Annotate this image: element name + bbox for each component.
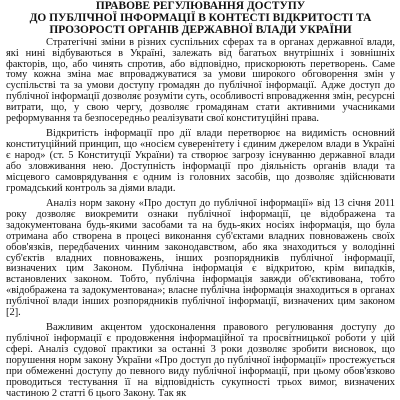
title-line-2: ДО ПУБЛІЧНОЇ ІНФОРМАЦІЇ В КОНТЕСТІ ВІДКРИТОСТІ ТА [29, 11, 372, 24]
paragraph-1: Стратегічні зміни в різних суспільних сферах та в органах державної влади, які нині відбуваються в Україні, залежать від багатьох внутрішніх і зовнішніх факторів, що, або чинять спротив, або відповідно, прискорюють перетворень. Саме тому кожна зміна має впроваджуватися за умови широкого обговорення змін у суспільстві та за умови доступу громадян до публічної інформації. Адже доступ до публічної інформації дозволяє розуміти суть, особливості впровадження змін, ресурсні витрати, що, у свою чергу, дозволяє громадянам стати активними учасниками реформування та безпосередньо реалізувати свої конституційні права. [6, 36, 395, 125]
title-line-1: ПРАВОВЕ РЕГУЛЮВАННЯ ДОСТУПУ [95, 0, 306, 12]
paragraph-4: Важливим акцентом удосконалення правового регулювання доступу до публічної інформації є продовження інформаційної та просвітницької роботи у цій сфері. Аналіз судової практики за останні 3 роки дозволяє зробити висновок, що порушення норм закону України «Про доступ до публічної інформації» простежується при обмеженні доступу до певного виду публічної інформації, при цьому обов'язково проводиться тестування її на відповідність сукупності трьох вимог, визначених частиною 2 статті 6 цього Закону. Так як [6, 322, 395, 399]
paragraph-3: Аналіз норм закону «Про доступ до публічної інформації» від 13 січня 2011 року дозволяє виокремити ознаки публічної інформації, це відображена та задокументована будь-якими засобами та на будь-яких носіях інформація, що була отримана або створена в процесі виконання суб'єктами владних повноважень своїх обов'язків, передбачених чинним законодавством, або яка знаходиться у володінні суб'єктів владних повноважень, інших розпорядників публічної інформації, визначених цим Законом. Публічна інформація є відкритою, крім випадків, встановлених законом. Тобто, публічна інформація завжди об'єктивована, тобто «відображена та задокументована»; власне публічна інформація знаходиться в органах публічної влади інших розпорядників публічної інформації, визначених цим законом [2]. [6, 198, 395, 319]
title-line-3: ПРОЗОРОСТІ ОРГАНІВ ДЕРЖАВНОЇ ВЛАДИ УКРАЇНИ [49, 23, 352, 36]
document-title [6, 1, 395, 37]
paragraph-2: Відкритість інформації про дії влади перетворює на видимість основний конституційний принцип, що «носієм суверенітету і єдиним джерелом влади в Україні є народ» (ст. 5 Конституції України) та створює загрозу існуванню державної влади або зловживання нею. Доступність інформації про діяльність органів влади та місцевого самоврядування є одним із головних засобів, що дозволяє здійснювати громадський контроль за діями влади. [6, 128, 395, 194]
